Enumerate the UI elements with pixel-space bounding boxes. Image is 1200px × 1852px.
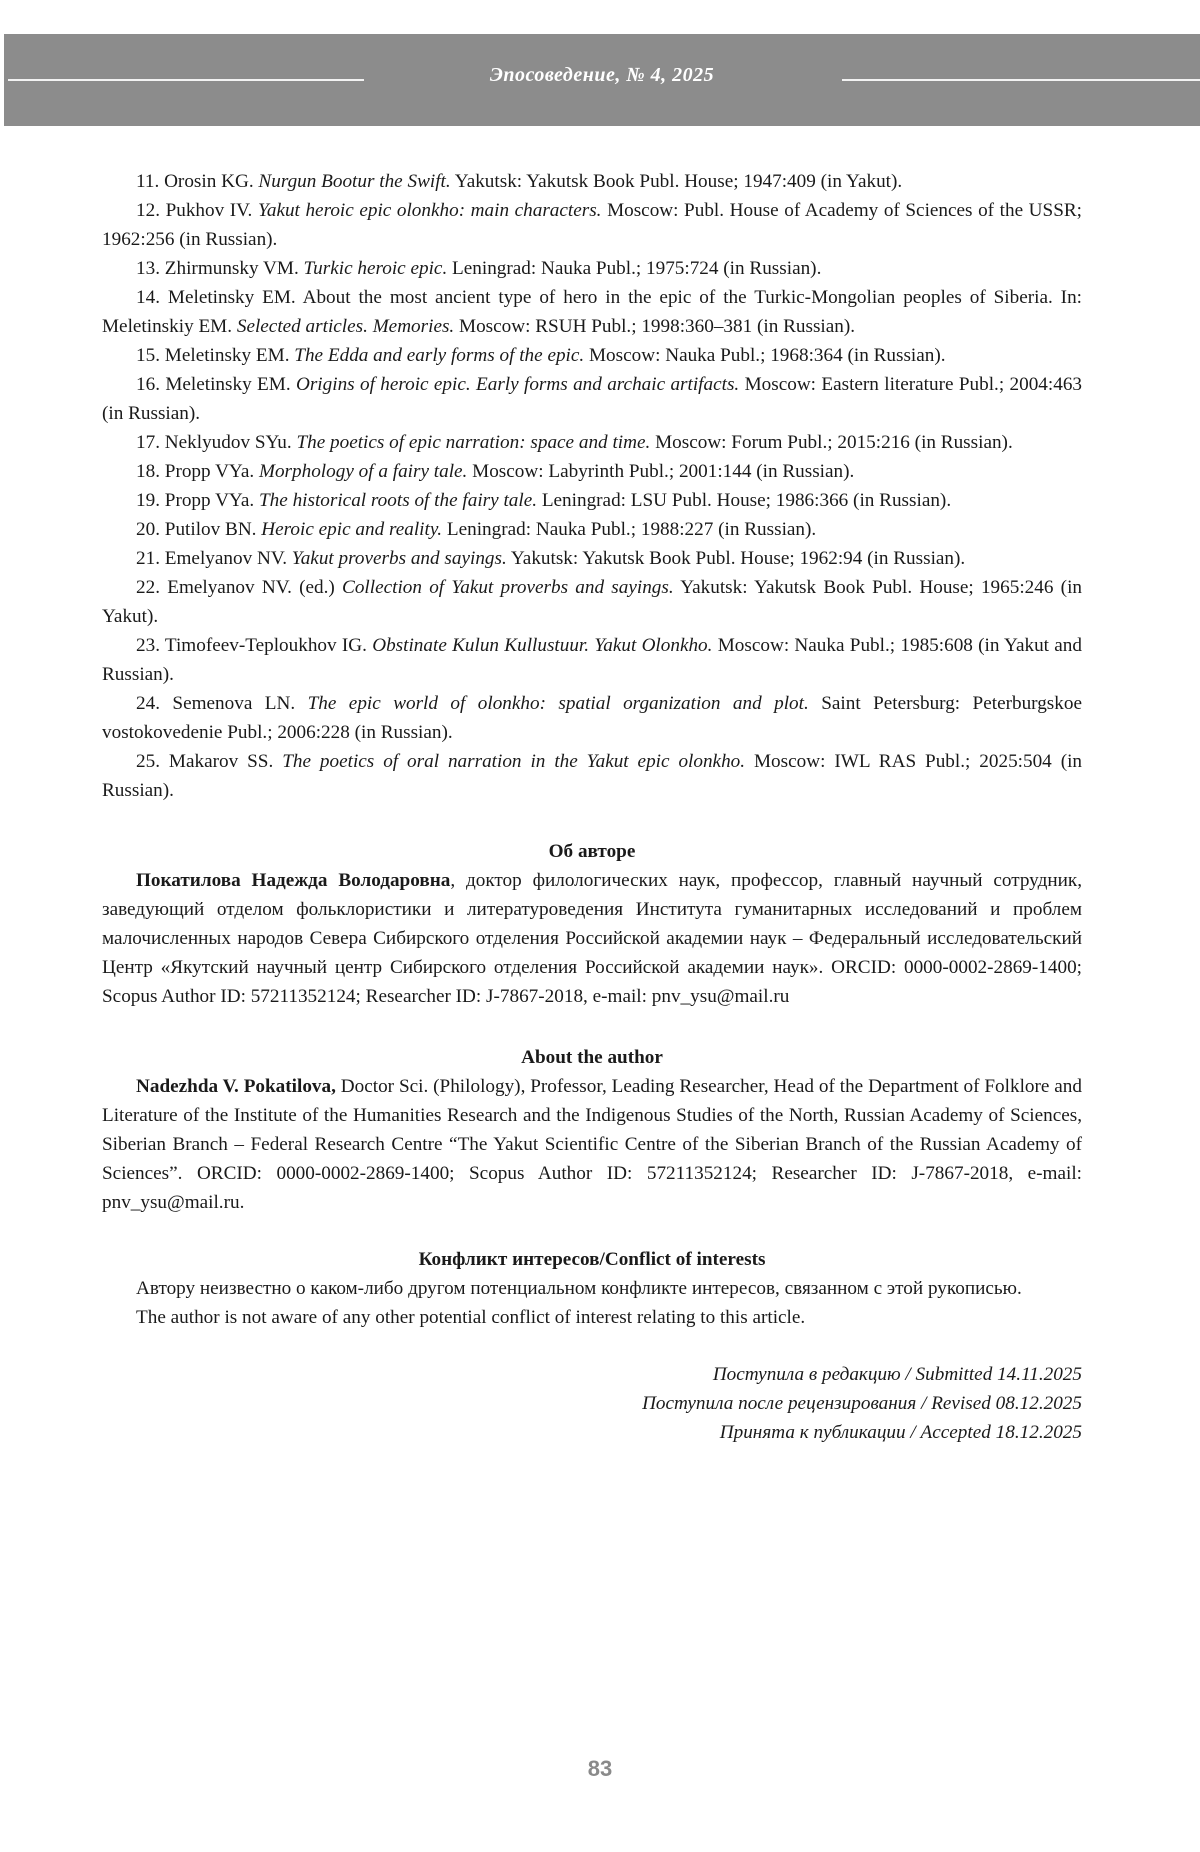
author-name-en: Nadezhda V. Pokatilova, — [136, 1076, 336, 1097]
reference-item — [102, 457, 1082, 486]
reference-number: 16. — [136, 374, 160, 395]
reference-details: Moscow: RSUH Publ.; 1998:360–381 (in Russian). — [459, 316, 856, 337]
reference-title: Origins of heroic epic. Early forms and archaic artifacts. — [295, 374, 740, 395]
reference-number: 21. — [136, 548, 160, 569]
reference-author: Emelyanov NV. (ed.) — [167, 577, 335, 598]
reference-details: Yakutsk: Yakutsk Book Publ. House; 1947:409 (in Yakut). — [454, 171, 903, 192]
conflict-text-ru: Автору неизвестно о каком-либо другом потенциальном конфликте интересов, связанном с этой рукописью. — [136, 1278, 1022, 1299]
date-revised: Поступила после рецензирования / Revised 08.12.2025 — [642, 1393, 1082, 1414]
reference-author: Meletinsky EM. — [164, 345, 290, 366]
reference-title: Yakut heroic epic olonkho: main characters. — [257, 200, 602, 221]
reference-number: 11. — [136, 171, 160, 192]
reference-item — [102, 283, 1082, 341]
date-accepted: Принята к публикации / Accepted 18.12.2025 — [719, 1422, 1082, 1443]
reference-details: Moscow: Nauka Publ.; 1968:364 (in Russian). — [589, 345, 946, 366]
reference-number: 13. — [136, 258, 160, 279]
about-author-ru-heading: Об авторе — [548, 841, 636, 862]
reference-author: Propp VYa. — [164, 490, 255, 511]
about-author-en-heading: About the author — [521, 1047, 663, 1068]
reference-author: Makarov SS. — [168, 751, 274, 772]
reference-number: 20. — [136, 519, 160, 540]
reference-number: 23. — [136, 635, 160, 656]
reference-author: Meletinsky EM. About the most ancient type of hero in the epic of the Turkic-Mongolian peoples of Siberia. In: Meletinskiy EM. — [102, 287, 1082, 337]
reference-item — [102, 254, 1082, 283]
reference-item — [102, 167, 1082, 196]
reference-item — [102, 428, 1082, 457]
journal-title: Эпосоведение, № 4, 2025 — [489, 64, 715, 86]
reference-item — [102, 573, 1082, 631]
reference-item — [102, 747, 1082, 805]
reference-author: Meletinsky EM. — [165, 374, 291, 395]
author-name-ru: Покатилова Надежда Володаровна — [136, 870, 451, 891]
reference-author: Orosin KG. — [164, 171, 254, 192]
reference-details: Moscow: Nauka Publ.; 1985:608 (in Yakut and Russian). — [102, 635, 1082, 685]
journal-header-bar — [4, 34, 1200, 126]
reference-item — [102, 689, 1082, 747]
reference-number: 18. — [136, 461, 160, 482]
conflict-text-en: The author is not aware of any other potential conflict of interest relating to this article. — [136, 1307, 806, 1328]
reference-item — [102, 341, 1082, 370]
reference-title: The poetics of epic narration: space and time. — [296, 432, 651, 453]
reference-details: Leningrad: LSU Publ. House; 1986:366 (in Russian). — [541, 490, 952, 511]
conflict-heading: Конфликт интересов/Conflict of interests — [418, 1249, 766, 1270]
reference-details: Yakutsk: Yakutsk Book Publ. House; 1962:94 (in Russian). — [510, 548, 966, 569]
reference-details: Moscow: Publ. House of Academy of Sciences of the USSR; 1962:256 (in Russian). — [102, 200, 1082, 250]
page-content — [102, 167, 1082, 1447]
reference-author: Neklyudov SYu. — [164, 432, 292, 453]
reference-title: Selected articles. Memories. — [236, 316, 455, 337]
reference-title: Obstinate Kulun Kullustuur. Yakut Olonkho. — [372, 635, 713, 656]
reference-item — [102, 370, 1082, 428]
reference-title: The epic world of olonkho: spatial organization and plot. — [307, 693, 809, 714]
reference-title: Nurgun Bootur the Swift. — [258, 171, 451, 192]
reference-title: Yakut proverbs and sayings. — [291, 548, 507, 569]
reference-title: The Edda and early forms of the epic. — [294, 345, 585, 366]
about-author-ru-text — [102, 866, 1082, 1011]
reference-number: 17. — [136, 432, 160, 453]
reference-title: The historical roots of the fairy tale. — [258, 490, 538, 511]
reference-title: Collection of Yakut proverbs and sayings. — [342, 577, 674, 598]
reference-number: 25. — [136, 751, 160, 772]
reference-number: 24. — [136, 693, 160, 714]
reference-details: Moscow: Forum Publ.; 2015:216 (in Russian). — [655, 432, 1013, 453]
reference-details: Moscow: IWL RAS Publ.; 2025:504 (in Russian). — [102, 751, 1083, 801]
reference-number: 14. — [136, 287, 160, 308]
page-number: 83 — [587, 1756, 613, 1781]
reference-number: 22. — [136, 577, 160, 598]
header-rule-right — [842, 79, 1200, 81]
reference-details: Leningrad: Nauka Publ.; 1975:724 (in Russian). — [452, 258, 822, 279]
reference-author: Propp VYa. — [164, 461, 255, 482]
reference-number: 15. — [136, 345, 160, 366]
reference-title: Heroic epic and reality. — [261, 519, 443, 540]
reference-author: Putilov BN. — [164, 519, 257, 540]
reference-item — [102, 515, 1082, 544]
author-bio-en: Doctor Sci. (Philology), Professor, Leading Researcher, Head of the Department of Folklore and Literature of the Institute of the Humanities Research and the Indigenous Studies of the North, Russian Academy of Sciences, Siberian Branch – Federal Research Centre “The Yakut Scientific Centre of the Siberian Branch of the Russian Academy of Sciences”. ORCID: 0000-0002-2869-1400; Scopus Author ID: 57211352124; Researcher ID: J-7867-2018, e-mail: pnv_ysu@mail.ru. — [102, 1076, 1082, 1213]
reference-number: 12. — [136, 200, 160, 221]
reference-details: Yakutsk: Yakutsk Book Publ. House; 1965:246 (in Yakut). — [102, 577, 1082, 627]
reference-author: Emelyanov NV. — [164, 548, 287, 569]
reference-author: Semenova LN. — [172, 693, 296, 714]
reference-details: Leningrad: Nauka Publ.; 1988:227 (in Russian). — [446, 519, 817, 540]
reference-details: Moscow: Eastern literature Publ.; 2004:463 (in Russian). — [102, 374, 1083, 424]
reference-item — [102, 631, 1082, 689]
date-submitted: Поступила в редакцию / Submitted 14.11.2025 — [712, 1364, 1082, 1385]
reference-number: 19. — [136, 490, 160, 511]
reference-title: Morphology of a fairy tale. — [258, 461, 468, 482]
reference-details: Moscow: Labyrinth Publ.; 2001:144 (in Russian). — [472, 461, 855, 482]
reference-author: Zhirmunsky VM. — [164, 258, 299, 279]
reference-list — [102, 167, 1082, 805]
reference-title: Turkic heroic epic. — [303, 258, 448, 279]
reference-item — [102, 486, 1082, 515]
about-author-en-text — [102, 1072, 1082, 1217]
reference-item — [102, 544, 1082, 573]
reference-author: Pukhov IV. — [165, 200, 253, 221]
reference-author: Timofeev-Teploukhov IG. — [164, 635, 367, 656]
reference-title: The poetics of oral narration in the Yakut epic olonkho. — [282, 751, 746, 772]
reference-details: Saint Petersburg: Peterburgskoe vostokovedenie Publ.; 2006:228 (in Russian). — [102, 693, 1082, 743]
author-bio-ru: , доктор филологических наук, профессор, главный научный сотрудник, заведующий отделом фольклористики и литературоведения Института гуманитарных исследований и проблем малочисленных народов Севера Сибирского отделения Российской академии наук – Федеральный исследовательский Центр «Якутский научный центр Сибирского отделения Российской академии наук». ORCID: 0000-0002-2869-1400; Scopus Author ID: 57211352124; Researcher ID: J-7867-2018, e-mail: pnv_ysu@mail.ru — [102, 870, 1082, 1007]
reference-item — [102, 196, 1082, 254]
